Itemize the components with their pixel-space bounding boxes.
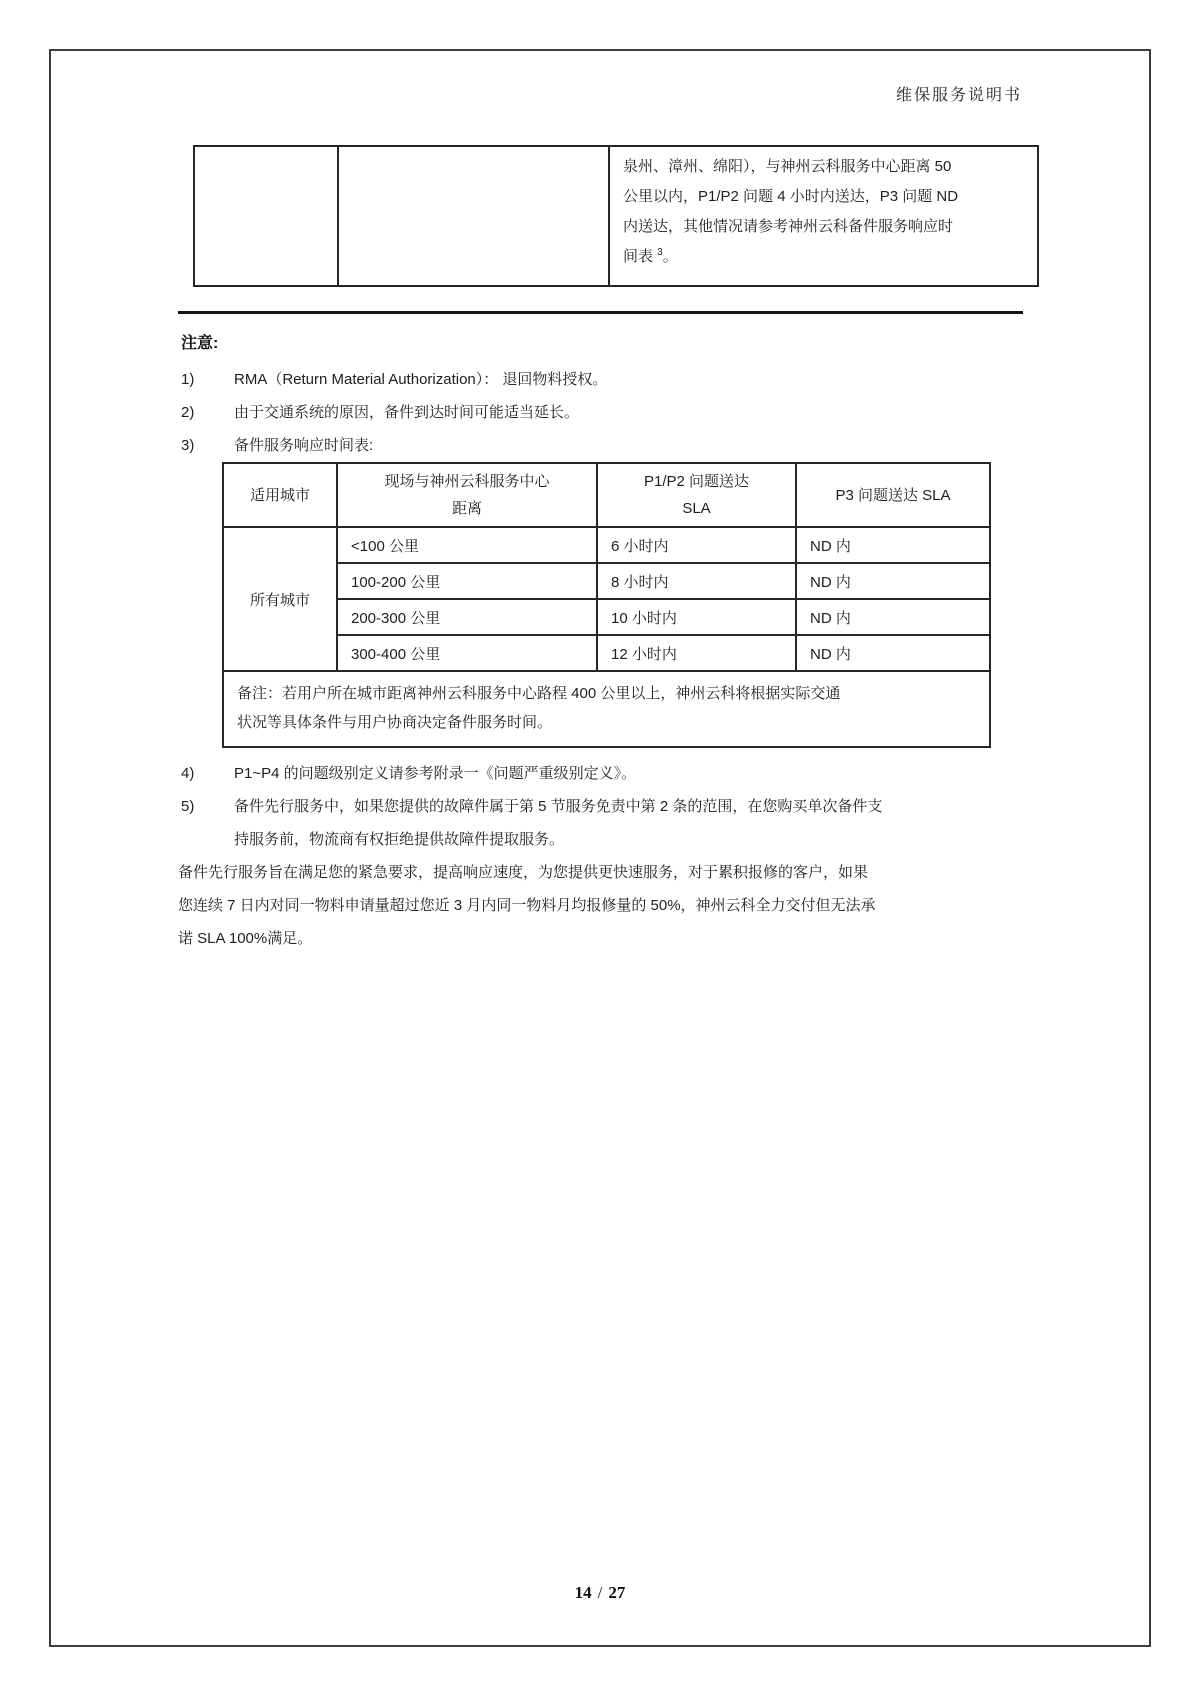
fragment-line: 公里以内，P1/P2 问题 4 小时内送达，P3 问题 ND [623,188,959,205]
cell-distance: 100-200 公里 [337,563,597,599]
table-row [223,599,990,635]
item-text: 由于交通系统的原因，备件到达时间可能适当延长。 [234,404,580,421]
document-header-title: 维保服务说明书 [895,87,1022,104]
fragment-cell-text [609,146,1038,286]
table-row [223,527,990,563]
note-item-3 [181,434,373,455]
fragment-line: 内送达，其他情况请参考神州云科备件服务响应时 [623,218,954,235]
note-item-2 [181,401,579,422]
table-header-row [223,463,990,527]
header-p1p2-sla: P1/P2 问题送达 SLA [597,463,796,527]
item-number: 4) [181,765,195,782]
cell-p3: ND 内 [796,563,990,599]
table-row [223,635,990,671]
note-item-1 [181,368,607,389]
header-distance: 现场与神州云科服务中心 距离 [337,463,597,527]
cell-distance: 300-400 公里 [337,635,597,671]
closing-paragraph-line: 诺 SLA 100%满足。 [178,930,313,947]
note-item-4 [181,762,636,783]
item-text: RMA（Return Material Authorization）： 退回物料授权。 [234,371,608,388]
cell-p1p2: 12 小时内 [597,635,796,671]
header-p3-sla: P3 问题送达 SLA [796,463,990,527]
fragment-cell-empty-2 [338,146,609,286]
cell-city: 所有城市 [223,527,337,671]
item-number: 1) [181,371,195,388]
item-number: 2) [181,404,195,421]
closing-paragraph-line: 您连续 7 日内对同一物料申请量超过您近 3 月内同一物料月均报修量的 50%，神州云科全力交付但无法承 [178,897,876,914]
cell-distance: <100 公里 [337,527,597,563]
notice-label: 注意: [181,335,219,352]
response-time-table [222,462,991,748]
cell-p1p2: 8 小时内 [597,563,796,599]
note-item-5-continuation: 持服务前，物流商有权拒绝提供故障件提取服务。 [234,831,565,848]
item-text: 备件先行服务中，如果您提供的故障件属于第 5 节服务免责中第 2 条的范围，在您购买单次备件支 [234,798,883,815]
cell-p1p2: 10 小时内 [597,599,796,635]
cell-p3: ND 内 [796,635,990,671]
table-note-cell: 备注：若用户所在城市距离神州云科服务中心路程 400 公里以上，神州云科将根据实际交通 状况等具体条件与用户协商决定备件服务时间。 [223,671,990,747]
table-note-row [223,671,990,747]
footer-page-number [0,1583,1200,1603]
footnote-superscript: 3 [657,247,663,258]
fragment-line-last: 间表 $^3$。 [623,247,678,265]
item-text: 备件服务响应时间表: [234,437,374,454]
table-row [223,563,990,599]
spare-parts-table-fragment [193,145,1039,287]
header-city: 适用城市 [223,463,337,527]
section-divider-rule [178,311,1023,314]
item-text: P1~P4 的问题级别定义请参考附录一《问题严重级别定义》。 [234,765,637,782]
cell-p1p2: 6 小时内 [597,527,796,563]
cell-distance: 200-300 公里 [337,599,597,635]
item-number: 5) [181,798,195,815]
cell-p3: ND 内 [796,527,990,563]
fragment-line: 泉州、漳州、绵阳），与神州云科服务中心距离 50 [623,158,952,175]
total-pages: 27 [608,1583,626,1602]
fragment-cell-empty-1 [194,146,338,286]
note-item-5 [181,795,882,816]
item-number: 3) [181,437,195,454]
page-border [49,49,1151,1647]
closing-paragraph-line: 备件先行服务旨在满足您的紧急要求，提高响应速度，为您提供更快速服务，对于累积报修的客户，如果 [178,864,869,881]
current-page: 14 [574,1583,592,1602]
page-separator: / [597,1583,603,1602]
cell-p3: ND 内 [796,599,990,635]
